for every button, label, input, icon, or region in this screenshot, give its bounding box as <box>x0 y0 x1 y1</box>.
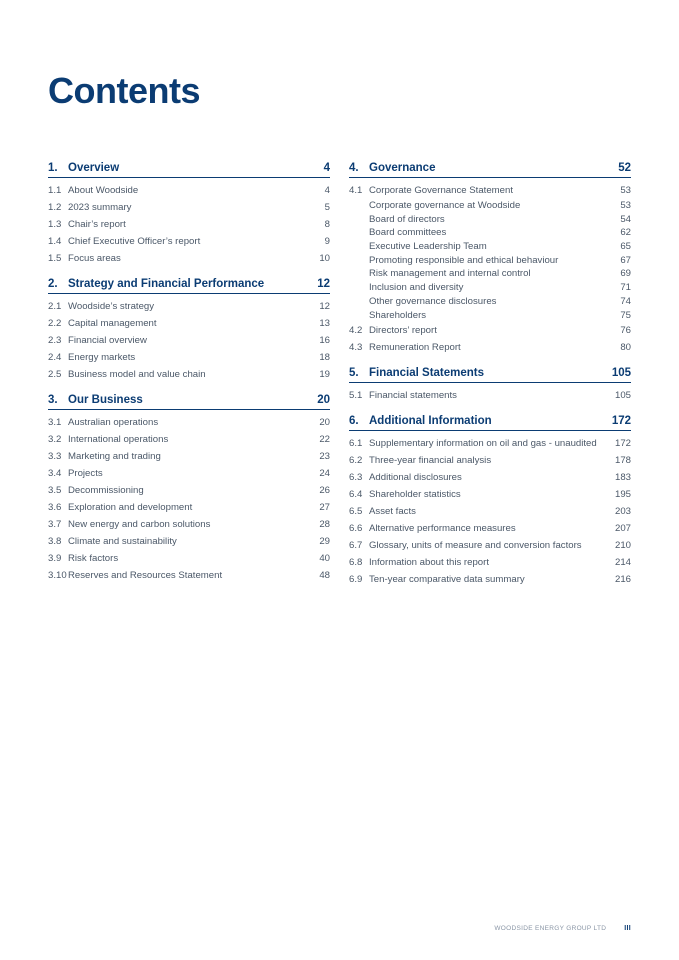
entry-number: 6.7 <box>349 540 363 552</box>
entry-number: 3.3 <box>48 451 62 462</box>
toc-entry[interactable] <box>349 486 631 503</box>
toc-entry[interactable] <box>349 182 631 199</box>
subentry-page: 74 <box>620 295 631 307</box>
section-page: 172 <box>611 415 631 428</box>
section-heading[interactable] <box>48 278 330 294</box>
subentry-label: Promoting responsible and ethical behaviour <box>369 254 559 266</box>
section-title: Additional Information <box>369 415 492 428</box>
entry-page: 48 <box>319 570 330 581</box>
toc-entry[interactable] <box>48 448 330 465</box>
entry-page: 24 <box>319 468 330 479</box>
entry-number: 3.9 <box>48 553 62 564</box>
section-title: Overview <box>68 162 120 174</box>
section-number: 6. <box>349 415 359 428</box>
toc-entry[interactable] <box>349 339 631 356</box>
entry-label: Asset facts <box>369 506 416 518</box>
entry-number: 2.4 <box>48 352 62 363</box>
subentry-label: Other governance disclosures <box>369 295 497 307</box>
subentry-page: 69 <box>620 268 631 280</box>
section-number: 2. <box>48 278 58 290</box>
toc-subentry[interactable] <box>349 295 631 309</box>
entry-label: Risk factors <box>68 553 119 564</box>
entry-page: 5 <box>324 202 330 213</box>
toc-entry[interactable] <box>349 520 631 537</box>
subentry-label: Executive Leadership Team <box>369 241 487 253</box>
footer-company: WOODSIDE ENERGY GROUP LTD <box>494 925 607 932</box>
entry-label: Information about this report <box>369 557 489 569</box>
section-page: 20 <box>317 394 330 406</box>
entry-label: Energy markets <box>68 352 136 363</box>
toc-entry[interactable] <box>48 414 330 431</box>
toc-entry[interactable] <box>48 533 330 550</box>
entry-label: Focus areas <box>68 253 121 264</box>
entry-label: Shareholder statistics <box>369 489 461 501</box>
section-heading-text <box>48 394 143 406</box>
entry-page: 23 <box>319 451 330 462</box>
section-number: 1. <box>48 162 58 174</box>
entry-label: Climate and sustainability <box>68 536 177 547</box>
section-title: Financial Statements <box>369 367 485 380</box>
toc-entry[interactable] <box>48 182 330 199</box>
toc-entry[interactable] <box>48 516 330 533</box>
subentry-page: 65 <box>620 241 631 253</box>
footer-page-number: III <box>624 925 631 932</box>
entry-page: 216 <box>614 574 631 586</box>
toc-entry[interactable] <box>349 387 631 404</box>
entry-number: 6.9 <box>349 574 363 586</box>
entry-label: Woodside’s strategy <box>68 301 155 312</box>
entry-page: 214 <box>614 557 631 569</box>
toc-subentry[interactable] <box>349 199 631 213</box>
entry-page: 207 <box>614 523 631 535</box>
toc-subentry[interactable] <box>349 254 631 268</box>
entry-label: 2023 summary <box>68 202 132 213</box>
entry-label: Alternative performance measures <box>369 523 516 535</box>
subentry-page: 75 <box>620 309 631 321</box>
entry-label: About Woodside <box>68 185 139 196</box>
toc-entry[interactable] <box>48 465 330 482</box>
entry-indent <box>349 254 369 268</box>
entry-number: 2.2 <box>48 318 62 329</box>
section-page: 12 <box>317 278 330 290</box>
entry-number: 1.1 <box>48 185 62 196</box>
entry-label: Financial statements <box>369 390 457 402</box>
entry-page: 26 <box>319 485 330 496</box>
section-heading[interactable] <box>48 162 330 178</box>
entry-number: 2.1 <box>48 301 62 312</box>
entry-label: Remuneration Report <box>369 342 461 354</box>
entry-number: 3.1 <box>48 417 62 428</box>
toc-entry[interactable] <box>48 332 330 349</box>
entry-label: Ten-year comparative data summary <box>369 574 525 586</box>
toc-section <box>48 278 330 383</box>
toc-subentry[interactable] <box>349 309 631 323</box>
entry-page: 13 <box>319 318 330 329</box>
toc-entry[interactable] <box>48 315 330 332</box>
toc-column-left <box>48 162 330 595</box>
entry-number: 3.2 <box>48 434 62 445</box>
entry-page: 9 <box>324 236 330 247</box>
entry-page: 8 <box>324 219 330 230</box>
toc-section <box>349 162 631 356</box>
entry-page: 76 <box>620 325 631 337</box>
entry-label: Marketing and trading <box>68 451 161 462</box>
entry-number: 1.5 <box>48 253 62 264</box>
section-heading-text <box>48 162 119 174</box>
subentry-label: Inclusion and diversity <box>369 282 464 294</box>
entry-page: 4 <box>324 185 330 196</box>
entry-number: 6.3 <box>349 472 363 484</box>
entry-number: 6.8 <box>349 557 363 569</box>
entry-label: New energy and carbon solutions <box>68 519 211 530</box>
entry-number: 3.6 <box>48 502 62 513</box>
entry-indent <box>349 267 369 281</box>
entry-number: 2.5 <box>48 369 62 380</box>
entry-number: 5.1 <box>349 390 363 402</box>
entry-label: Directors’ report <box>369 325 437 337</box>
entry-label: Business model and value chain <box>68 369 206 380</box>
subentry-label: Risk management and internal control <box>369 268 531 280</box>
entry-page: 27 <box>319 502 330 513</box>
entry-indent <box>349 309 369 323</box>
page-footer <box>494 925 631 932</box>
entry-number: 1.4 <box>48 236 62 247</box>
toc-section <box>349 415 631 588</box>
entry-page: 183 <box>614 472 631 484</box>
section-heading-text <box>48 278 264 290</box>
page-title: Contents <box>48 70 200 111</box>
entry-label: Capital management <box>68 318 157 329</box>
section-page: 52 <box>618 162 631 174</box>
toc-subentry[interactable] <box>349 226 631 240</box>
entry-label: Glossary, units of measure and conversion factors <box>369 540 582 552</box>
entry-page: 53 <box>620 185 631 196</box>
toc-entry[interactable] <box>48 366 330 383</box>
entry-label: International operations <box>68 434 169 445</box>
entry-label: Three-year financial analysis <box>369 455 492 467</box>
toc-entry[interactable] <box>349 554 631 571</box>
subentry-label: Board committees <box>369 227 447 239</box>
section-number: 5. <box>349 367 359 380</box>
entry-number: 3.8 <box>48 536 62 547</box>
section-page: 4 <box>323 162 330 174</box>
toc-subentry[interactable] <box>349 213 631 227</box>
entry-page: 203 <box>614 506 631 518</box>
toc-section <box>349 367 631 404</box>
section-heading[interactable] <box>349 162 631 178</box>
entry-number: 6.5 <box>349 506 363 518</box>
toc-column-right <box>349 162 631 599</box>
subentry-page: 53 <box>620 200 631 211</box>
entry-page: 12 <box>319 301 330 312</box>
entry-number: 3.5 <box>48 485 62 496</box>
entry-label: Reserves and Resources Statement <box>68 570 223 581</box>
entry-indent <box>349 295 369 309</box>
entry-page: 28 <box>319 519 330 530</box>
subentry-label: Shareholders <box>369 309 427 321</box>
toc-entry[interactable] <box>48 431 330 448</box>
toc-entry[interactable] <box>48 250 330 267</box>
toc-entry[interactable] <box>48 199 330 216</box>
section-number: 4. <box>349 162 359 174</box>
toc-entry[interactable] <box>349 537 631 554</box>
entry-page: 20 <box>319 417 330 428</box>
subentry-label: Board of directors <box>369 213 445 225</box>
entry-indent <box>349 199 369 213</box>
entry-indent <box>349 226 369 240</box>
toc-entry[interactable] <box>349 452 631 469</box>
entry-number: 6.4 <box>349 489 363 501</box>
entry-page: 210 <box>614 540 631 552</box>
toc-entry[interactable] <box>48 550 330 567</box>
entry-page: 80 <box>620 342 631 354</box>
toc-entry[interactable] <box>48 482 330 499</box>
section-title: Our Business <box>68 394 143 406</box>
toc-entry[interactable] <box>349 503 631 520</box>
entry-page: 16 <box>319 335 330 346</box>
toc-subentry[interactable] <box>349 281 631 295</box>
entry-label: Projects <box>68 468 103 479</box>
subentry-page: 54 <box>620 213 631 225</box>
section-heading-text <box>349 367 484 379</box>
toc-section <box>48 394 330 584</box>
section-heading-text <box>349 415 492 427</box>
entry-number: 4.1 <box>349 185 363 196</box>
entry-page: 40 <box>319 553 330 564</box>
toc-entry[interactable] <box>349 322 631 339</box>
toc-entry[interactable] <box>48 233 330 250</box>
entry-page: 178 <box>614 455 631 467</box>
entry-page: 172 <box>614 438 631 450</box>
entry-number: 2.3 <box>48 335 62 346</box>
entry-indent <box>349 240 369 254</box>
toc-entry[interactable] <box>48 567 330 584</box>
toc-entry[interactable] <box>48 349 330 366</box>
toc-entry[interactable] <box>349 571 631 588</box>
entry-label: Chair’s report <box>68 219 126 230</box>
entry-page: 18 <box>319 352 330 363</box>
entry-label: Financial overview <box>68 335 147 346</box>
entry-number: 6.6 <box>349 523 363 535</box>
entry-label: Additional disclosures <box>369 472 462 484</box>
entry-label: Exploration and development <box>68 502 193 513</box>
subentry-page: 67 <box>620 254 631 266</box>
section-heading-text <box>349 162 435 174</box>
section-heading[interactable] <box>349 415 631 431</box>
entry-indent <box>349 213 369 227</box>
toc-entry[interactable] <box>48 216 330 233</box>
toc-subentry[interactable] <box>349 267 631 281</box>
entry-page: 22 <box>319 434 330 445</box>
section-title: Governance <box>369 162 436 174</box>
entry-label: Decommissioning <box>68 485 144 496</box>
entry-page: 105 <box>614 390 631 402</box>
section-heading[interactable] <box>48 394 330 410</box>
toc-subentry[interactable] <box>349 240 631 254</box>
entry-number: 1.2 <box>48 202 62 213</box>
section-title: Strategy and Financial Performance <box>68 278 265 290</box>
entry-number: 3.7 <box>48 519 62 530</box>
toc-entry[interactable] <box>349 435 631 452</box>
entry-page: 195 <box>614 489 631 501</box>
subentry-page: 71 <box>620 282 631 294</box>
section-number: 3. <box>48 394 58 406</box>
entry-number: 3.10 <box>48 570 67 581</box>
entry-label: Australian operations <box>68 417 159 428</box>
section-page: 105 <box>611 367 631 380</box>
entry-page: 19 <box>319 369 330 380</box>
toc-entry[interactable] <box>48 499 330 516</box>
entry-number: 1.3 <box>48 219 62 230</box>
entry-number: 6.2 <box>349 455 363 467</box>
entry-number: 4.2 <box>349 325 363 337</box>
entry-number: 4.3 <box>349 342 363 354</box>
entry-label: Corporate Governance Statement <box>369 185 513 196</box>
entry-page: 10 <box>319 253 330 264</box>
toc-entry[interactable] <box>349 469 631 486</box>
entry-number: 6.1 <box>349 438 363 450</box>
entry-indent <box>349 281 369 295</box>
subentry-page: 62 <box>620 227 631 239</box>
entry-number: 3.4 <box>48 468 62 479</box>
entry-label: Chief Executive Officer’s report <box>68 236 201 247</box>
subentry-label: Corporate governance at Woodside <box>369 200 521 211</box>
entry-page: 29 <box>319 536 330 547</box>
entry-label: Supplementary information on oil and gas - unaudited <box>369 438 597 450</box>
toc-section <box>48 162 330 267</box>
toc-entry[interactable] <box>48 298 330 315</box>
section-heading[interactable] <box>349 367 631 383</box>
